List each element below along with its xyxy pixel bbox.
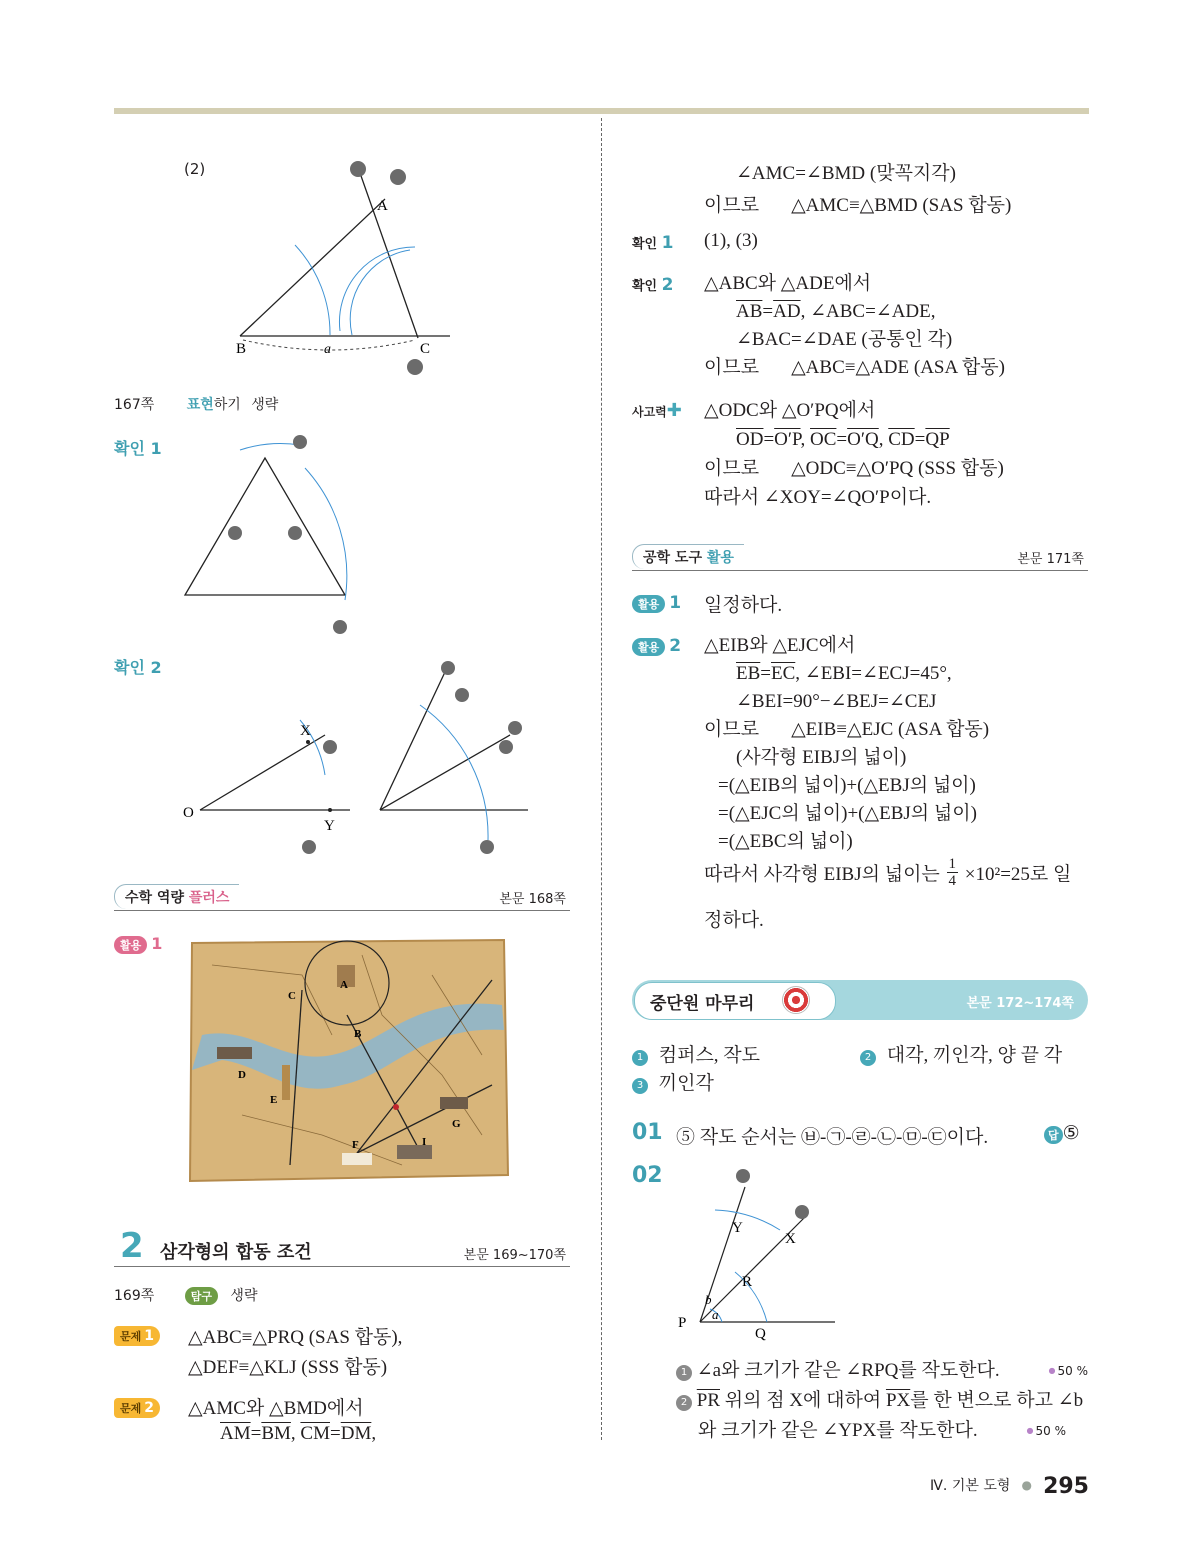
p169-row	[114, 1285, 257, 1305]
r-check2-body	[704, 270, 1005, 382]
q1-tag-text: 문제	[120, 1330, 142, 1343]
use-pill: 활용	[114, 936, 147, 954]
rest: , ∠EBI=∠ECJ=45°,	[795, 663, 952, 684]
seg: $\overline{AB}$	[736, 301, 763, 322]
use1-badge	[114, 934, 162, 954]
review-title: 중단원 마무리	[650, 994, 755, 1014]
line	[736, 660, 989, 688]
check1-figure	[180, 430, 370, 635]
footer	[930, 1474, 1089, 1499]
check2-label-Y: Y	[324, 818, 335, 834]
rest: , ∠ABC=∠ADE,	[800, 301, 936, 322]
check1-label: 확인 1	[114, 439, 162, 458]
seg: $\overline{OD}$	[736, 429, 764, 450]
line	[704, 454, 1004, 483]
dot-icon: ●	[1021, 1478, 1032, 1492]
q1-tag	[114, 1326, 160, 1346]
q02-label-P: P	[678, 1315, 687, 1331]
tool-title-b: 활용	[706, 550, 734, 566]
seg: O′P	[774, 429, 801, 450]
omit-text: 생략	[230, 1288, 258, 1304]
map-label-F: F	[352, 1139, 359, 1151]
answer-3	[632, 1070, 760, 1098]
answer-text: 대각, 끼인각, 양 끝 각	[886, 1045, 1063, 1066]
therefore: 이므로	[704, 458, 760, 479]
r-check1-text: (1), (3)	[704, 230, 758, 251]
q02-steps	[676, 1356, 1088, 1446]
step-text: 를 한 변으로 하고 ∠b	[910, 1390, 1084, 1411]
q1-tag-num: 1	[144, 1328, 155, 1344]
text: ×10²=25로 일	[964, 864, 1072, 885]
explore-badge: 탐구	[185, 1287, 218, 1305]
denominator: 4	[948, 873, 957, 889]
q02-label-X: X	[785, 1231, 796, 1247]
line: ∠BAC=∠DAE (공통인 각)	[736, 329, 953, 350]
q2-body	[188, 1393, 376, 1445]
eq: =	[250, 1423, 262, 1444]
q02-label-b: b	[705, 1292, 712, 1307]
check2-label-X: X	[300, 723, 311, 739]
review-ref: 본문 172~174쪽	[966, 996, 1074, 1011]
fig2-label-a: a	[324, 342, 331, 357]
therefore: 이므로	[704, 195, 760, 216]
cont-line1: ∠AMC=∠BMD (맞꼭지각)	[736, 163, 956, 184]
math-plus-title-a: 수학 역량	[125, 890, 189, 906]
q2-line2	[220, 1423, 376, 1445]
step-2	[676, 1386, 1088, 1416]
answer-2	[860, 1042, 1062, 1070]
sep: ,	[878, 429, 889, 450]
seg: $\overline{QP}$	[925, 429, 950, 450]
q01-text: ⑤ 작도 순서는 ㉥-㉠-㉣-㉡-㉤-㉢이다.	[676, 1127, 989, 1148]
fig2-construction	[200, 155, 460, 380]
conclusion: △ODC≡△O′PQ (SSS 합동)	[791, 458, 1004, 479]
q01-num: 01	[632, 1120, 663, 1145]
step-text: 와 크기가 같은 ∠YPX를 작도한다.	[698, 1420, 978, 1441]
step-text: 위의 점 X에 대하여	[720, 1390, 886, 1411]
q02-figure	[670, 1162, 850, 1347]
answer-value: ⑤	[1062, 1123, 1080, 1144]
seg: $\overline{EB}$	[736, 663, 761, 684]
use2-body	[704, 632, 989, 856]
therefore: 이므로	[704, 719, 760, 740]
q1-line2: △DEF≡△KLJ (SSS 합동)	[188, 1357, 388, 1378]
check2-label: 확인 2	[114, 658, 162, 677]
tool-header	[632, 542, 1088, 571]
use-num: 1	[669, 593, 682, 613]
right-top-block	[704, 158, 1011, 217]
ray: $\overline{PX}$	[885, 1390, 911, 1411]
line: =(△EJC의 넓이)+(△EBJ의 넓이)	[718, 803, 977, 824]
eq: =	[762, 301, 774, 322]
top-rule	[114, 108, 1089, 114]
map-label-B: B	[354, 1028, 362, 1040]
step-1	[676, 1356, 1088, 1386]
tool-ref: 본문 171쪽	[1017, 552, 1084, 567]
use1-row	[632, 593, 681, 613]
use2-row	[632, 636, 681, 656]
page-number: 295	[1043, 1474, 1089, 1499]
label: 확인	[632, 237, 658, 252]
section2-num: 2	[120, 1226, 144, 1266]
numerator: 1	[948, 856, 957, 872]
answer-text: 끼인각	[658, 1073, 714, 1094]
column-divider	[601, 118, 602, 1440]
line	[736, 298, 1005, 326]
num: 1	[661, 233, 674, 253]
plus-icon: ✚	[666, 400, 682, 421]
q02-label-Y: Y	[732, 1220, 743, 1236]
q2-line1: △AMC와 △BMD에서	[188, 1398, 364, 1419]
check2-figure	[180, 650, 540, 860]
check2-label-O: O	[183, 805, 194, 821]
use-pill: 활용	[632, 595, 665, 613]
seg: $\overline{EC}$	[771, 663, 796, 684]
map-label-C: C	[288, 990, 296, 1002]
r-check1-label	[632, 233, 674, 253]
eq: =	[836, 429, 848, 450]
cont-line2	[704, 190, 1011, 217]
line	[704, 716, 989, 744]
p167-row	[114, 394, 278, 414]
line: =(△EBC의 넓이)	[718, 831, 853, 852]
answer-1	[632, 1042, 760, 1070]
map-label-D: D	[238, 1069, 246, 1081]
use1-text: 일정하다.	[704, 595, 783, 616]
conclusion: △ABC≡△ADE (ASA 합동)	[791, 357, 1005, 378]
math-plus-header	[114, 882, 570, 911]
step-2-cont	[698, 1416, 1088, 1446]
seg: O′Q	[847, 429, 879, 450]
score-percent: ● 50 %	[1027, 1416, 1066, 1446]
think-label	[632, 400, 682, 421]
line: (사각형 EIBJ의 넓이)	[736, 747, 907, 768]
express-link-b: 하기	[213, 397, 241, 413]
page-ref: 169쪽	[114, 1288, 155, 1304]
map-label-I: I	[422, 1136, 427, 1148]
line: =(△EIB의 넓이)+(△EBJ의 넓이)	[718, 775, 976, 796]
answer-badge: 답	[1044, 1126, 1063, 1144]
q2-tag	[114, 1398, 160, 1418]
seg: $\overline{CM}$	[300, 1423, 330, 1444]
q1-body	[188, 1322, 402, 1379]
num-badge: 2	[860, 1050, 876, 1066]
fig2-label-C: C	[420, 341, 431, 357]
seg: $\overline{OC}$	[810, 429, 837, 450]
seg: $\overline{BM}$	[261, 1423, 291, 1444]
line: △EIB와 △EJC에서	[704, 635, 856, 656]
seg: $\overline{CD}$	[888, 429, 915, 450]
q2-tag-num: 2	[144, 1400, 155, 1416]
therefore: 이므로	[704, 357, 760, 378]
r-check2-label	[632, 275, 674, 295]
ray: $\overline{PR}$	[696, 1390, 720, 1411]
eq: =	[763, 429, 775, 450]
answer-text: 컴퍼스, 작도	[658, 1045, 761, 1066]
section2-header	[114, 1226, 570, 1267]
num-badge: 2	[676, 1395, 692, 1411]
q1-line1: △ABC≡△PRQ (SAS 합동),	[188, 1327, 403, 1348]
review-answers	[632, 1042, 760, 1098]
treasure-map	[182, 935, 512, 1185]
use-num: 1	[151, 934, 163, 953]
sep: ,	[371, 1423, 377, 1444]
seg: $\overline{AD}$	[773, 301, 801, 322]
page-ref: 167쪽	[114, 397, 155, 413]
seg: $\overline{DM}$	[340, 1423, 372, 1444]
q02-label-R: R	[742, 1274, 753, 1290]
line: 정하다.	[704, 910, 764, 931]
q02-num: 02	[632, 1163, 663, 1188]
eq: =	[330, 1423, 341, 1444]
q02-label-a: a	[712, 1307, 719, 1322]
map-label-G: G	[452, 1118, 461, 1130]
fig2-label-A: A	[377, 198, 388, 214]
use2-final	[704, 856, 1071, 932]
fig2-label: (2)	[184, 160, 206, 178]
num-badge: 1	[632, 1050, 648, 1066]
fig2-label-B: B	[236, 341, 247, 357]
eq: =	[760, 663, 771, 684]
line: 따라서 ∠XOY=∠QO′P이다.	[704, 487, 932, 508]
line: △ODC와 △O′PQ에서	[704, 400, 876, 421]
num-badge: 3	[632, 1078, 648, 1094]
think-body	[704, 396, 1004, 512]
seg: $\overline{AM}$	[220, 1423, 251, 1444]
sep: ,	[800, 429, 811, 450]
tool-title-a: 공학 도구	[643, 550, 707, 566]
num-badge: 1	[676, 1365, 692, 1381]
map-label-A: A	[340, 979, 348, 991]
q2-tag-text: 문제	[120, 1402, 142, 1415]
label: 사고력	[632, 405, 667, 419]
section2-title: 삼각형의 합동 조건	[160, 1242, 312, 1263]
use-pill: 활용	[632, 638, 665, 656]
line: ∠BEI=90°−∠BEJ=∠CEJ	[736, 691, 937, 712]
map-label-E: E	[270, 1094, 278, 1106]
fraction	[947, 856, 959, 889]
math-plus-ref: 본문 168쪽	[499, 892, 566, 907]
review-banner	[632, 980, 1088, 1020]
sep: ,	[290, 1423, 301, 1444]
conclusion: △EIB≡△EJC (ASA 합동)	[791, 719, 990, 740]
math-plus-title-b: 플러스	[188, 890, 230, 906]
conclusion: △AMC≡△BMD (SAS 합동)	[791, 195, 1012, 216]
express-link-a: 표현	[186, 397, 214, 413]
section2-ref: 본문 169~170쪽	[463, 1248, 566, 1263]
q01-answer	[1044, 1122, 1080, 1145]
line: △ABC와 △ADE에서	[704, 273, 872, 294]
line	[704, 354, 1005, 382]
target-icon	[782, 986, 810, 1014]
label: 확인	[632, 279, 658, 294]
text: 따라서 사각형 EIBJ의 넓이는	[704, 864, 940, 885]
score-percent: ● 50 %	[1049, 1356, 1088, 1386]
q02-label-Q: Q	[755, 1326, 766, 1342]
eq: =	[914, 429, 926, 450]
omit-text: 생략	[251, 397, 279, 413]
num: 2	[661, 275, 674, 295]
step-text: ∠a와 크기가 같은 ∠RPQ를 작도한다.	[696, 1360, 1000, 1381]
use-num: 2	[669, 636, 682, 656]
chapter-label: Ⅳ. 기본 도형	[930, 1478, 1011, 1494]
line	[736, 425, 1004, 454]
